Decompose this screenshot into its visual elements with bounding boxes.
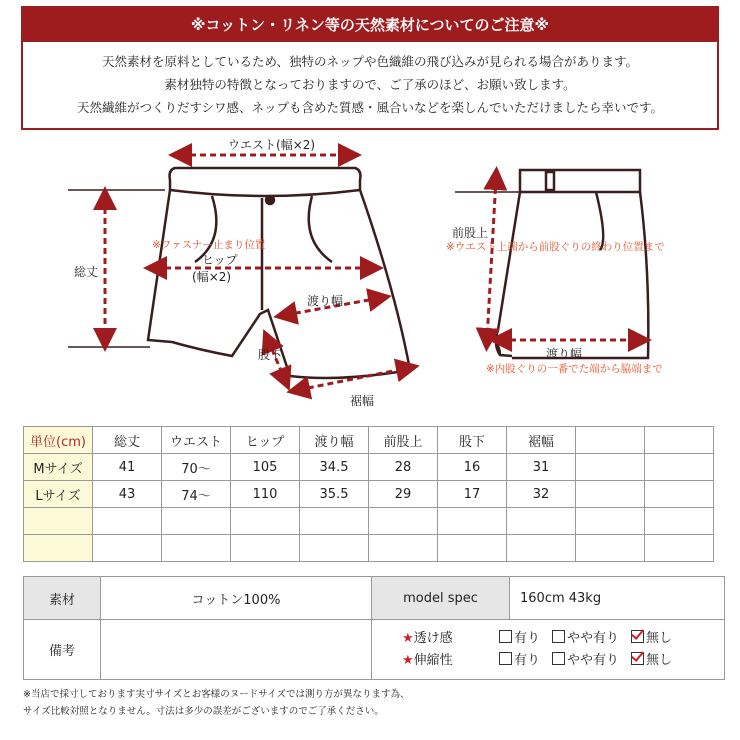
size-cell [300,508,369,535]
checkbox-icon [499,630,512,643]
size-cell: 29 [369,481,438,508]
footnote [23,686,409,720]
size-row [24,454,714,481]
size-cell [576,454,645,481]
size-header-cell: ウエスト [162,427,231,454]
checkbox-icon [499,652,512,665]
hip-label: ヒップ [202,253,238,267]
size-cell [645,481,714,508]
notice-body [23,42,717,119]
size-table [23,426,714,562]
notice-line-1: 天然素材を原料としているため、独特のネップや色織維の飛び込みが見られる場合があります。 [101,54,638,69]
size-header-cell: ヒップ [231,427,300,454]
size-header-cell [645,427,714,454]
footnote-line-2: サイズ比較対照となりません。寸法は多少の誤差がございますのでご了承ください。 [23,706,384,717]
size-cell: 32 [507,481,576,508]
size-cell [645,454,714,481]
size-cell [162,535,231,562]
size-cell: 105 [231,454,300,481]
property-option [499,628,540,650]
size-row-label: Mサイズ [24,454,93,481]
size-row-label: Lサイズ [24,481,93,508]
property-name: 伸縮性 [413,652,453,668]
size-cell [231,508,300,535]
thigh2-label: 渡り幅 [546,347,583,361]
size-cell [93,508,162,535]
option-label: 有り [514,652,541,668]
size-cell: 16 [438,454,507,481]
size-cell: 35.5 [300,481,369,508]
size-header-cell: 渡り幅 [300,427,369,454]
option-label: 無し [646,652,673,668]
footnote-line-1: ※当店で採寸しております実寸サイズとお客様のヌードサイズでは測り方が異なります為、 [23,689,410,700]
size-cell: 110 [231,481,300,508]
side-shorts-outline [480,170,648,358]
size-cell [231,535,300,562]
model-spec-value: 160cm 43kg [510,577,725,620]
size-cell [300,535,369,562]
option-label: 有り [514,630,541,646]
material-value: コットン100% [101,577,372,620]
checkbox-icon [552,630,565,643]
notice-box [21,6,719,130]
size-cell: 31 [507,454,576,481]
size-cell [369,508,438,535]
size-cell [645,535,714,562]
size-cell [576,535,645,562]
shorts-illustration [0,130,740,420]
notice-line-2: 素材独特の特徴となっておりますので、ご了承のほど、お願い致します。 [164,77,576,92]
hip-width-label: (幅×2) [192,270,232,284]
size-cell: 74〜 [162,481,231,508]
notice-line-3: 天然繊維がつくりだすシワ感、ネップも含めた質感・風合いなどを楽しんでいただけましたら幸いです。 [76,100,663,115]
checked-box-icon [631,630,644,643]
size-cell [507,508,576,535]
size-row [24,508,714,535]
property-name: 透け感 [413,630,453,646]
waist-label: ウエスト(幅×2) [228,138,316,152]
size-row [24,481,714,508]
size-header-cell: 単位(cm) [24,427,93,454]
size-header-cell: 前股上 [369,427,438,454]
star-icon: ★ [402,652,414,668]
model-spec-label: model spec [372,577,510,620]
property-row [402,628,724,650]
checked-box-icon [631,652,644,665]
size-cell [369,535,438,562]
size-cell [93,535,162,562]
size-header-cell: 股下 [438,427,507,454]
size-header-cell [576,427,645,454]
measurement-diagram [0,130,740,420]
thigh2-note: ※内股ぐりの一番でた端から脇端まで [486,363,663,375]
size-cell: 34.5 [300,454,369,481]
option-label: やや有り [567,652,620,668]
property-option [552,628,619,650]
size-cell [507,535,576,562]
size-header-row [24,427,714,454]
thigh-label: 渡り幅 [307,294,344,308]
size-row-label [24,535,93,562]
size-cell: 41 [93,454,162,481]
properties-cell [372,620,725,680]
zipper-note: ※ファスナー止まり位置 [152,239,266,251]
property-option [631,650,672,672]
size-header-cell: 裾幅 [507,427,576,454]
size-cell: 17 [438,481,507,508]
size-row-label [24,508,93,535]
size-cell: 28 [369,454,438,481]
size-cell: 70〜 [162,454,231,481]
size-cell [162,508,231,535]
option-label: やや有り [567,630,620,646]
size-header-cell: 総丈 [93,427,162,454]
total-length-label: 総丈 [74,265,99,279]
option-label: 無し [646,630,673,646]
spec-table [23,576,725,680]
size-cell [438,508,507,535]
size-cell [576,508,645,535]
star-icon: ★ [402,630,414,646]
size-cell [645,508,714,535]
checkbox-icon [552,652,565,665]
size-cell: 43 [93,481,162,508]
material-label: 素材 [24,577,101,620]
size-row [24,535,714,562]
property-option [552,650,619,672]
rise-note: ※ウエスト上端から前股ぐりの終わり位置まで [446,241,665,253]
notice-title: ※コットン・リネン等の天然素材についてのご注意※ [23,8,717,42]
property-label [402,650,499,672]
remarks-label: 備考 [24,620,101,680]
property-label [402,628,499,650]
rise-label: 前股上 [452,226,489,240]
size-cell [576,481,645,508]
size-cell [438,535,507,562]
property-row [402,650,724,672]
inseam-label: 股下 [258,348,283,362]
property-option [499,650,540,672]
hem-label: 裾幅 [350,394,375,408]
property-option [631,628,672,650]
remarks-value [101,620,372,680]
